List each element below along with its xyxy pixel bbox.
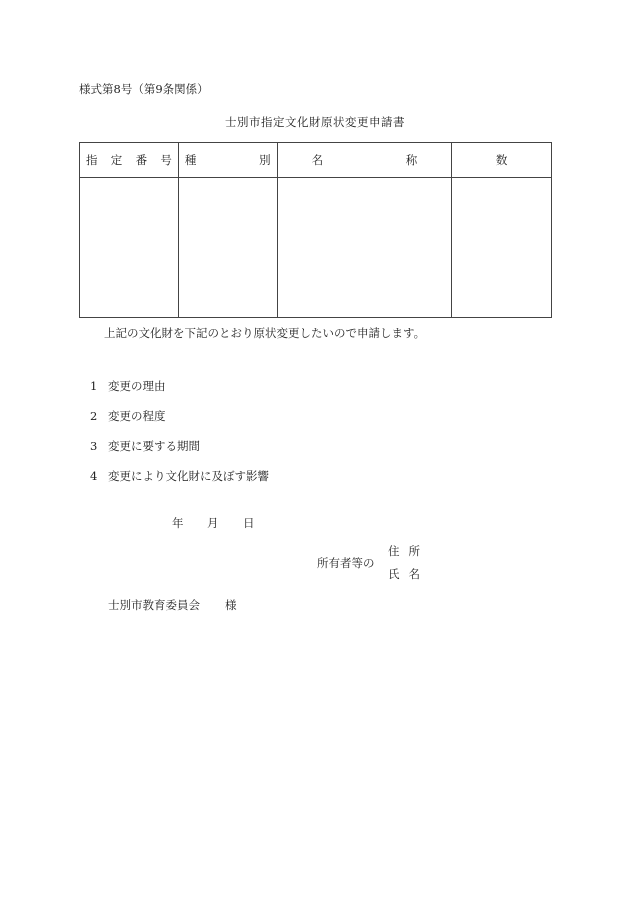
column-header-designation-number: 指 定 番 号 xyxy=(80,143,179,178)
address-label: 住所 xyxy=(388,544,429,558)
application-statement: 上記の文化財を下記のとおり原状変更したいので申請します。 xyxy=(104,326,426,340)
item-number: 4 xyxy=(90,469,98,483)
table-header-row xyxy=(80,143,552,178)
list-item xyxy=(90,408,166,424)
list-item xyxy=(90,378,166,394)
cell-quantity xyxy=(452,178,552,318)
name-label: 氏名 xyxy=(388,567,429,581)
date-month-label: 月 xyxy=(207,516,219,530)
column-header-quantity: 数 xyxy=(452,143,552,178)
cell-type xyxy=(178,178,277,318)
item-number: 2 xyxy=(90,409,98,423)
list-item xyxy=(90,468,269,484)
item-number: 1 xyxy=(90,379,98,393)
form-number: 様式第8号（第9条関係） xyxy=(79,82,209,96)
date-year-label: 年 xyxy=(172,516,184,530)
date-day-label: 日 xyxy=(243,516,255,530)
item-label: 変更に要する期間 xyxy=(108,439,200,453)
item-label: 変更の理由 xyxy=(108,379,166,393)
document-title: 士別市指定文化財原状変更申請書 xyxy=(225,115,405,129)
item-label: 変更の程度 xyxy=(108,409,166,423)
item-number: 3 xyxy=(90,439,98,453)
column-header-type: 種 別 xyxy=(178,143,277,178)
cultural-property-table xyxy=(79,142,552,318)
cell-name xyxy=(277,178,452,318)
addressee-honorific: 様 xyxy=(225,598,237,612)
cell-designation-number xyxy=(80,178,179,318)
addressee-name: 士別市教育委員会 xyxy=(108,598,200,612)
list-item xyxy=(90,438,200,454)
item-label: 変更により文化財に及ぼす影響 xyxy=(108,469,269,483)
column-header-name: 名 称 xyxy=(277,143,452,178)
owner-label: 所有者等の xyxy=(317,556,375,570)
table-row xyxy=(80,178,552,318)
